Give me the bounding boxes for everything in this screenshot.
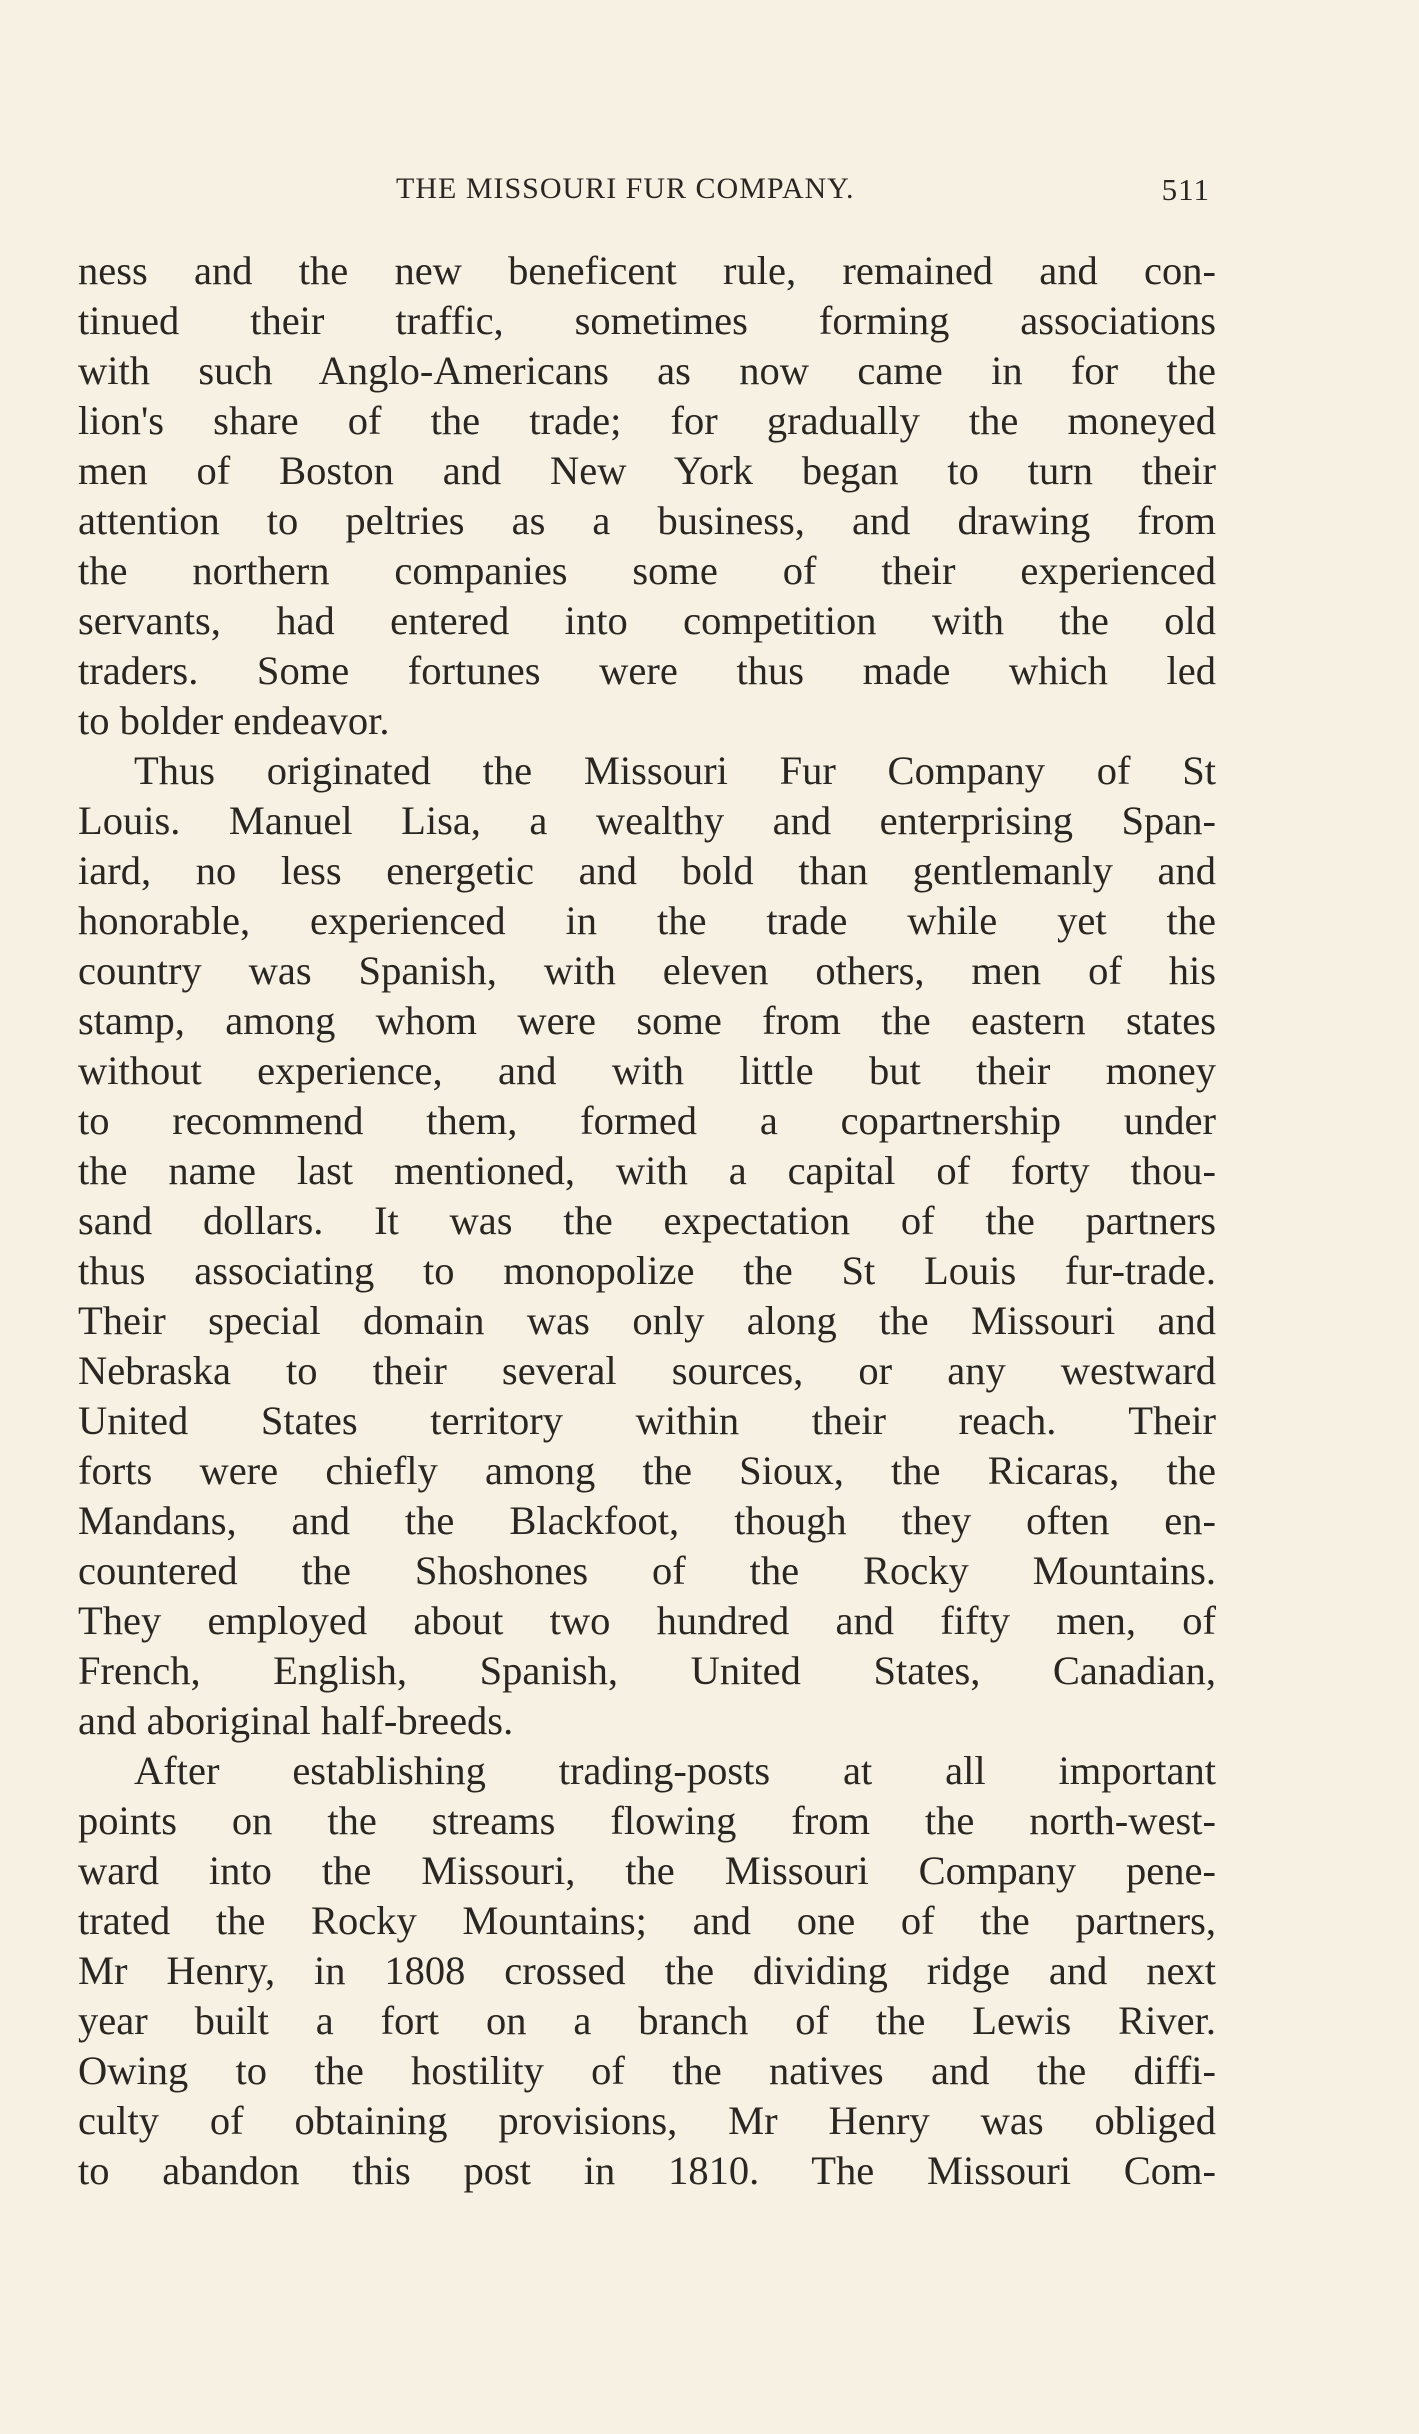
text-line: Thus originated the Missouri Fur Company of St <box>134 748 1216 793</box>
text-line: They employed about two hundred and fifty men, of <box>78 1598 1216 1643</box>
text-line: lion's share of the trade; for gradually the moneyed <box>78 398 1216 443</box>
text-line: thus associating to monopolize the St Louis fur-trade. <box>78 1248 1216 1293</box>
text-line: Their special domain was only along the Missouri and <box>78 1298 1216 1343</box>
text-line: iard, no less energetic and bold than gentlemanly and <box>78 848 1216 893</box>
text-line: Mr Henry, in 1808 crossed the dividing ridge and next <box>78 1948 1216 1993</box>
running-head <box>78 172 1218 216</box>
text-line: year built a fort on a branch of the Lewis River. <box>78 1998 1216 2043</box>
text-line: Nebraska to their several sources, or any westward <box>78 1348 1216 1393</box>
text-line: the northern companies some of their experienced <box>78 548 1216 593</box>
text-line: country was Spanish, with eleven others, men of his <box>78 948 1216 993</box>
text-line: United States territory within their reach. Their <box>78 1398 1216 1443</box>
text-line: tinued their traffic, sometimes forming associations <box>78 298 1216 343</box>
text-line: points on the streams flowing from the north-west- <box>78 1798 1216 1843</box>
text-line: trated the Rocky Mountains; and one of the partners, <box>78 1898 1216 1943</box>
text-line: servants, had entered into competition with the old <box>78 598 1216 643</box>
text-line: traders. Some fortunes were thus made which led <box>78 648 1216 693</box>
text-line: Mandans, and the Blackfoot, though they often en- <box>78 1498 1216 1543</box>
text-line: men of Boston and New York began to turn their <box>78 448 1216 493</box>
text-line: with such Anglo-Americans as now came in for the <box>78 348 1216 393</box>
running-title: THE MISSOURI FUR COMPANY. <box>396 172 855 205</box>
text-line: Louis. Manuel Lisa, a wealthy and enterprising Span- <box>78 798 1216 843</box>
text-line: to recommend them, formed a copartnership under <box>78 1098 1216 1143</box>
text-line: Owing to the hostility of the natives and the diffi- <box>78 2048 1216 2093</box>
text-line: to abandon this post in 1810. The Missouri Com- <box>78 2148 1216 2193</box>
text-line: without experience, and with little but their money <box>78 1048 1216 1093</box>
text-line: the name last mentioned, with a capital of forty thou- <box>78 1148 1216 1193</box>
text-line: After establishing trading-posts at all important <box>134 1748 1216 1793</box>
text-line: to bolder endeavor. <box>78 698 390 743</box>
body-text <box>78 246 1216 2196</box>
text-line: and aboriginal half-breeds. <box>78 1698 514 1743</box>
text-line: ness and the new beneficent rule, remained and con- <box>78 248 1216 293</box>
text-line: French, English, Spanish, United States, Canadian, <box>78 1648 1216 1693</box>
text-line: sand dollars. It was the expectation of the partners <box>78 1198 1216 1243</box>
text-line: stamp, among whom were some from the eastern states <box>78 998 1216 1043</box>
text-line: attention to peltries as a business, and drawing from <box>78 498 1216 543</box>
text-line: countered the Shoshones of the Rocky Mountains. <box>78 1548 1216 1593</box>
text-line: culty of obtaining provisions, Mr Henry was obliged <box>78 2098 1216 2143</box>
text-line: ward into the Missouri, the Missouri Company pene- <box>78 1848 1216 1893</box>
text-line: forts were chiefly among the Sioux, the Ricaras, the <box>78 1448 1216 1493</box>
page-number: 511 <box>1161 172 1210 207</box>
text-line: honorable, experienced in the trade while yet the <box>78 898 1216 943</box>
